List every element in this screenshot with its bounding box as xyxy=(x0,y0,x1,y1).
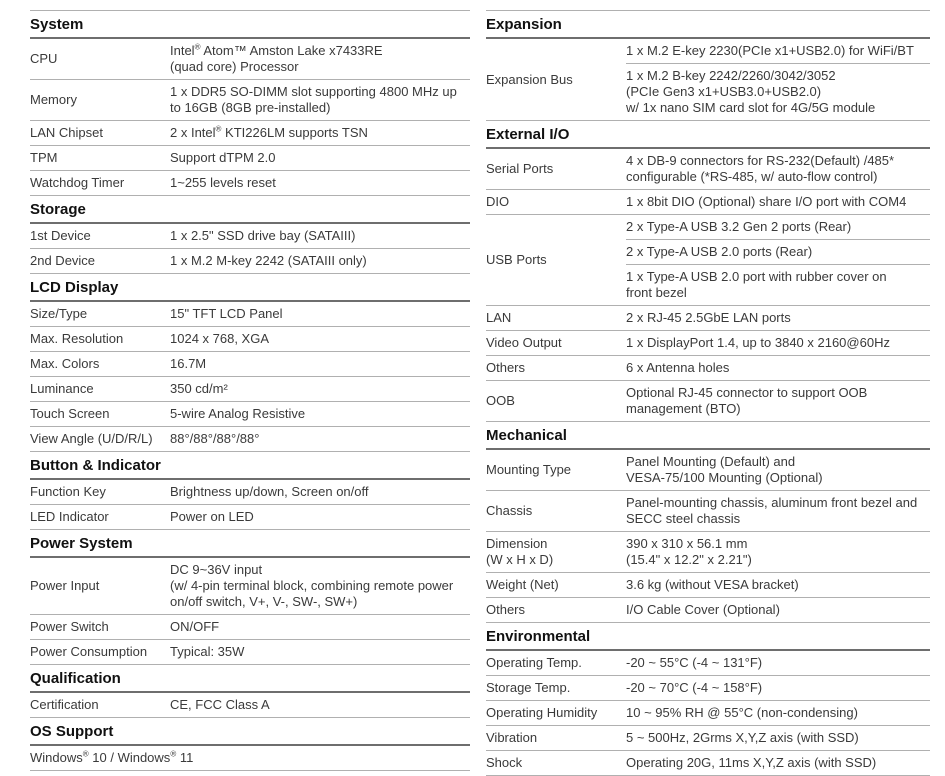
row-label: Power Switch xyxy=(30,619,109,634)
row-label: Watchdog Timer xyxy=(30,175,125,190)
spec-row-lan-chipset xyxy=(30,121,470,146)
row-label: Touch Screen xyxy=(30,406,110,421)
section-title: Qualification xyxy=(30,665,470,693)
row-subvalue: 1 x M.2 B-key 2242/2260/3042/3052 (PCIe Gen3 x1+USB3.0+USB2.0) w/ 1x nano SIM card slot for 4G/5G module xyxy=(626,68,876,115)
row-label: 1st Device xyxy=(30,228,91,243)
row-value: 10 ~ 95% RH @ 55°C (non-condensing) xyxy=(626,705,858,720)
row-subvalue: 2 x Type-A USB 3.2 Gen 2 ports (Rear) xyxy=(626,215,930,240)
section-title: System xyxy=(30,11,470,39)
row-value: 5-wire Analog Resistive xyxy=(170,406,306,421)
spec-row-tpm xyxy=(30,146,470,171)
row-value: Typical: 35W xyxy=(170,644,245,659)
row-label: View Angle (U/D/R/L) xyxy=(30,431,153,446)
row-label: Vibration xyxy=(486,730,538,745)
row-value: DC 9~36V input (w/ 4-pin terminal block, combining remote power on/off switch, V+, V-, SW-, SW+) xyxy=(170,562,454,609)
section-title: LCD Display xyxy=(30,274,470,302)
spec-row-others xyxy=(486,598,930,623)
spec-row-power-switch xyxy=(30,615,470,640)
row-label: Mounting Type xyxy=(486,462,572,477)
spec-row-max-colors xyxy=(30,352,470,377)
section-title: External I/O xyxy=(486,121,930,149)
row-value: 1 x 8bit DIO (Optional) share I/O port with COM4 xyxy=(626,194,907,209)
row-subvalue: 1 x M.2 E-key 2230(PCIe x1+USB2.0) for WiFi/BT xyxy=(626,39,930,64)
spec-row-cpu xyxy=(30,39,470,80)
spec-row-weight-net xyxy=(486,573,930,598)
row-label: Others xyxy=(486,602,526,617)
spec-row-operating-temp xyxy=(486,651,930,676)
row-value: -20 ~ 55°C (-4 ~ 131°F) xyxy=(626,655,763,670)
spec-row-vibration xyxy=(486,726,930,751)
row-label: Shock xyxy=(486,755,523,770)
row-value: 350 cd/m² xyxy=(170,381,228,396)
row-value: Intel® Atom™ Amston Lake x7433RE (quad core) Processor xyxy=(170,42,383,74)
row-label: CPU xyxy=(30,51,58,66)
spec-row-expansion-bus xyxy=(486,39,930,121)
row-value: CE, FCC Class A xyxy=(170,697,270,712)
spec-row-dio xyxy=(486,190,930,215)
row-value: 6 x Antenna holes xyxy=(626,360,730,375)
section-title: Button & Indicator xyxy=(30,452,470,480)
section-title: Power System xyxy=(30,530,470,558)
spec-row-usb-ports xyxy=(486,215,930,306)
row-label: Max. Colors xyxy=(30,356,100,371)
row-label: Certification xyxy=(30,697,99,712)
row-value: 4 x DB-9 connectors for RS-232(Default) /485* configurable (*RS-485, w/ auto-flow control) xyxy=(626,153,895,184)
row-label: Dimension (W x H x D) xyxy=(486,536,554,567)
section-title: Expansion xyxy=(486,11,930,39)
spec-row-video-output xyxy=(486,331,930,356)
spec-row-mounting-type xyxy=(486,450,930,491)
spec-row-certification xyxy=(30,693,470,718)
row-value: -20 ~ 70°C (-4 ~ 158°F) xyxy=(626,680,763,695)
row-label: LED Indicator xyxy=(30,509,109,524)
row-value: ON/OFF xyxy=(170,619,220,634)
spec-row-2nd-device xyxy=(30,249,470,274)
spec-row-os-support xyxy=(30,746,470,771)
row-value: Panel Mounting (Default) and VESA-75/100 Mounting (Optional) xyxy=(626,454,823,485)
spec-row-power-input xyxy=(30,558,470,615)
row-value: 5 ~ 500Hz, 2Grms X,Y,Z axis (with SSD) xyxy=(626,730,859,745)
section-external-i-o xyxy=(486,121,930,422)
row-value: 2 x Intel® KTI226LM supports TSN xyxy=(170,124,368,140)
section-qualification xyxy=(30,665,470,718)
row-value: 15" TFT LCD Panel xyxy=(170,306,283,321)
row-value: Brightness up/down, Screen on/off xyxy=(170,484,369,499)
row-label: Max. Resolution xyxy=(30,331,124,346)
spec-row-power-consumption xyxy=(30,640,470,665)
row-value: 1024 x 768, XGA xyxy=(170,331,270,346)
spec-row-serial-ports xyxy=(486,149,930,190)
row-label: Memory xyxy=(30,92,77,107)
row-subvalues xyxy=(626,215,930,305)
spec-row-memory xyxy=(30,80,470,121)
spec-row-view-angle-u-d-r-l xyxy=(30,427,470,452)
spec-row-others xyxy=(486,356,930,381)
spec-row-lan xyxy=(486,306,930,331)
row-label: OOB xyxy=(486,393,515,408)
section-title: Environmental xyxy=(486,623,930,651)
row-full-value: Windows® 10 / Windows® 11 xyxy=(30,749,194,765)
row-label: Function Key xyxy=(30,484,106,499)
row-value: 2 x RJ-45 2.5GbE LAN ports xyxy=(626,310,791,325)
spec-row-chassis xyxy=(486,491,930,532)
row-label: Power Consumption xyxy=(30,644,148,659)
row-label: Expansion Bus xyxy=(486,71,573,87)
spec-row-luminance xyxy=(30,377,470,402)
row-value: Operating 20G, 11ms X,Y,Z axis (with SSD) xyxy=(626,755,877,770)
row-subvalue: 1 x Type-A USB 2.0 port with rubber cover on front bezel xyxy=(626,269,887,300)
section-os-support xyxy=(30,718,470,771)
spec-row-oob xyxy=(486,381,930,422)
spec-row-led-indicator xyxy=(30,505,470,530)
row-label: LAN Chipset xyxy=(30,125,103,140)
spec-row-shock xyxy=(486,751,930,776)
row-label: Size/Type xyxy=(30,306,88,321)
spec-row-function-key xyxy=(30,480,470,505)
row-label: Video Output xyxy=(486,335,562,350)
row-label: LAN xyxy=(486,310,512,325)
section-title: Mechanical xyxy=(486,422,930,450)
spec-column-left xyxy=(30,10,470,771)
section-title: Storage xyxy=(30,196,470,224)
row-label: Storage Temp. xyxy=(486,680,571,695)
section-storage xyxy=(30,196,470,274)
spec-row-touch-screen xyxy=(30,402,470,427)
row-label: TPM xyxy=(30,150,58,165)
section-system xyxy=(30,11,470,196)
row-label: Weight (Net) xyxy=(486,577,559,592)
row-label: Operating Humidity xyxy=(486,705,598,720)
row-label: USB Ports xyxy=(486,252,547,267)
row-value: I/O Cable Cover (Optional) xyxy=(626,602,780,617)
row-value: 390 x 310 x 56.1 mm (15.4" x 12.2" x 2.21") xyxy=(626,536,752,567)
row-label: Serial Ports xyxy=(486,161,554,176)
row-label: Operating Temp. xyxy=(486,655,582,670)
row-value: Optional RJ-45 connector to support OOB management (BTO) xyxy=(626,385,868,416)
spec-row-operating-humidity xyxy=(486,701,930,726)
row-value: 1 x DisplayPort 1.4, up to 3840 x 2160@60Hz xyxy=(626,335,890,350)
row-label: Chassis xyxy=(486,503,533,518)
spec-row-1st-device xyxy=(30,224,470,249)
spec-row-storage-temp xyxy=(486,676,930,701)
spec-column-right xyxy=(486,10,930,776)
row-label: Power Input xyxy=(30,578,100,593)
row-value: 1~255 levels reset xyxy=(170,175,276,190)
row-value: 16.7M xyxy=(170,356,207,371)
spec-row-dimension-w-x-h-x-d xyxy=(486,532,930,573)
row-value: 1 x DDR5 SO-DIMM slot supporting 4800 MHz up to 16GB (8GB pre-installed) xyxy=(170,84,457,115)
spec-row-watchdog-timer xyxy=(30,171,470,196)
row-value: 88°/88°/88°/88° xyxy=(170,431,260,446)
row-subvalues xyxy=(626,39,930,120)
section-mechanical xyxy=(486,422,930,623)
row-value: Panel-mounting chassis, aluminum front bezel and SECC steel chassis xyxy=(626,495,918,526)
row-subvalue: 2 x Type-A USB 2.0 ports (Rear) xyxy=(626,240,930,265)
section-power-system xyxy=(30,530,470,665)
row-value: 1 x M.2 M-key 2242 (SATAIII only) xyxy=(170,253,367,268)
row-value: 3.6 kg (without VESA bracket) xyxy=(626,577,799,592)
spec-row-size-type xyxy=(30,302,470,327)
row-label: DIO xyxy=(486,194,510,209)
section-environmental xyxy=(486,623,930,776)
row-value: Power on LED xyxy=(170,509,254,524)
section-button-indicator xyxy=(30,452,470,530)
section-title: OS Support xyxy=(30,718,470,746)
row-label: Luminance xyxy=(30,381,94,396)
spec-row-max-resolution xyxy=(30,327,470,352)
row-label: Others xyxy=(486,360,526,375)
row-value: Support dTPM 2.0 xyxy=(170,150,276,165)
row-value: 1 x 2.5" SSD drive bay (SATAIII) xyxy=(170,228,356,243)
row-label: 2nd Device xyxy=(30,253,96,268)
section-expansion xyxy=(486,11,930,121)
section-lcd-display xyxy=(30,274,470,452)
